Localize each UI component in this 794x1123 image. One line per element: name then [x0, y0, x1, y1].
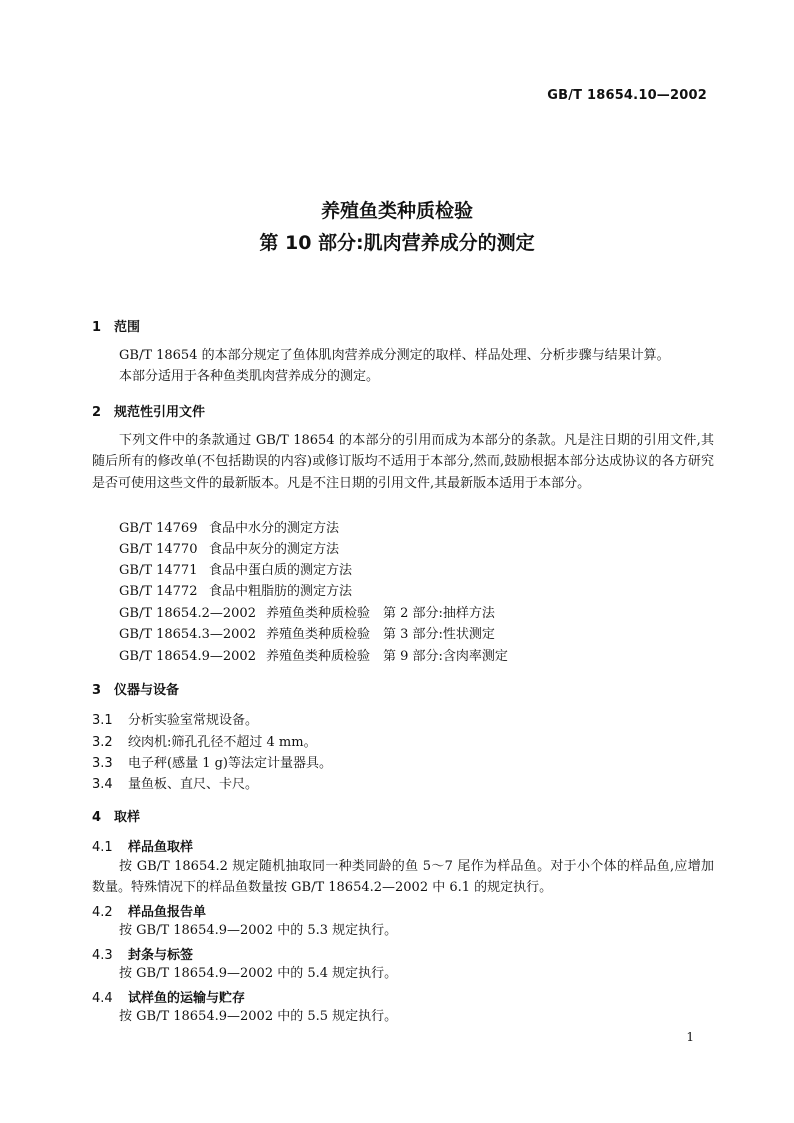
reference-code: GB/T 14770	[119, 542, 198, 557]
standard-code: GB/T 18654.10—2002	[547, 88, 707, 103]
list-item	[92, 773, 258, 792]
item-number: 3.2	[92, 735, 113, 750]
item-text: 绞肉机:筛孔孔径不超过 4 mm。	[128, 735, 317, 750]
list-item	[92, 731, 317, 750]
list-item	[92, 752, 332, 771]
reference-item	[119, 538, 339, 557]
reference-item	[119, 645, 508, 664]
item-number: 3.1	[92, 713, 113, 728]
subsection-paragraph: 按 GB/T 18654.9—2002 中的 5.3 规定执行。	[119, 923, 398, 938]
reference-code: GB/T 18654.3—2002	[119, 627, 256, 642]
section-number: 2	[92, 405, 102, 420]
subsection-number: 4.3	[92, 948, 113, 963]
reference-name: 养殖鱼类种质检验 第 3 部分:性状测定	[266, 627, 495, 642]
reference-item	[119, 517, 339, 536]
reference-name: 养殖鱼类种质检验 第 2 部分:抽样方法	[266, 606, 495, 621]
subsection-number: 4.2	[92, 905, 113, 920]
reference-code: GB/T 18654.9—2002	[119, 649, 256, 664]
subsection-heading	[92, 836, 193, 855]
subsection-number: 4.4	[92, 991, 113, 1006]
document-title: 养殖鱼类种质检验	[320, 200, 473, 222]
reference-item	[119, 623, 495, 642]
subsection-paragraph: 按 GB/T 18654.9—2002 中的 5.5 规定执行。	[119, 1009, 398, 1024]
section-1-heading	[92, 316, 140, 335]
reference-code: GB/T 18654.2—2002	[119, 606, 256, 621]
reference-name: 食品中蛋白质的测定方法	[209, 563, 353, 578]
item-text: 电子秤(感量 1 g)等法定计量器具。	[128, 756, 333, 771]
item-number: 3.4	[92, 777, 113, 792]
subsection-heading	[92, 944, 193, 963]
subsection-title: 封条与标签	[128, 948, 194, 963]
subsection-heading	[92, 987, 245, 1006]
section-3-heading	[92, 679, 179, 698]
list-item	[92, 709, 258, 728]
section-number: 1	[92, 320, 102, 335]
section-2-paragraph: 下列文件中的条款通过 GB/T 18654 的本部分的引用而成为本部分的条款。凡是注日期的引用文件,其随后所有的修改单(不包括勘误的内容)或修订版均不适用于本部分,然而,鼓励根据本部分达成协议的各方研究是否可使用这些文件的最新版本。凡是不注日期的引用文件,其最新版本适用于本部分。	[92, 433, 714, 491]
section-1-paragraph: 本部分适用于各种鱼类肌肉营养成分的测定。	[119, 369, 380, 384]
reference-name: 食品中水分的测定方法	[209, 521, 340, 536]
section-title: 取样	[114, 810, 141, 825]
subsection-title: 样品鱼取样	[128, 840, 194, 855]
subsection-title: 样品鱼报告单	[128, 905, 207, 920]
section-1-paragraph: GB/T 18654 的本部分规定了鱼体肌肉营养成分测定的取样、样品处理、分析步骤与结果计算。	[119, 348, 670, 363]
section-number: 3	[92, 683, 102, 698]
item-number: 3.3	[92, 756, 113, 771]
reference-code: GB/T 14772	[119, 584, 198, 599]
reference-name: 养殖鱼类种质检验 第 9 部分:含肉率测定	[266, 649, 508, 664]
subsection-heading	[92, 901, 206, 920]
reference-code: GB/T 14771	[119, 563, 198, 578]
reference-code: GB/T 14769	[119, 521, 198, 536]
item-text: 量鱼板、直尺、卡尺。	[128, 777, 259, 792]
subsection-paragraph: 按 GB/T 18654.9—2002 中的 5.4 规定执行。	[119, 966, 398, 981]
reference-item	[119, 559, 352, 578]
subsection-title: 试样鱼的运输与贮存	[128, 991, 246, 1006]
section-title: 范围	[114, 320, 141, 335]
reference-item	[119, 580, 352, 599]
document-subtitle: 第 10 部分:肌肉营养成分的测定	[259, 232, 535, 254]
section-4-heading	[92, 806, 140, 825]
reference-name: 食品中灰分的测定方法	[209, 542, 340, 557]
section-number: 4	[92, 810, 102, 825]
section-2-heading	[92, 401, 205, 420]
subsection-paragraph: 按 GB/T 18654.2 规定随机抽取同一种类同龄的鱼 5～7 尾作为样品鱼。对于小个体的样品鱼,应增加数量。特殊情况下的样品鱼数量按 GB/T 18654.2—2002 中 6.1 的规定执行。	[92, 859, 714, 896]
reference-item	[119, 602, 495, 621]
section-title: 仪器与设备	[114, 683, 180, 698]
page-number: 1	[686, 1030, 694, 1044]
section-title: 规范性引用文件	[114, 405, 206, 420]
subsection-number: 4.1	[92, 840, 113, 855]
reference-name: 食品中粗脂肪的测定方法	[209, 584, 353, 599]
item-text: 分析实验室常规设备。	[128, 713, 259, 728]
